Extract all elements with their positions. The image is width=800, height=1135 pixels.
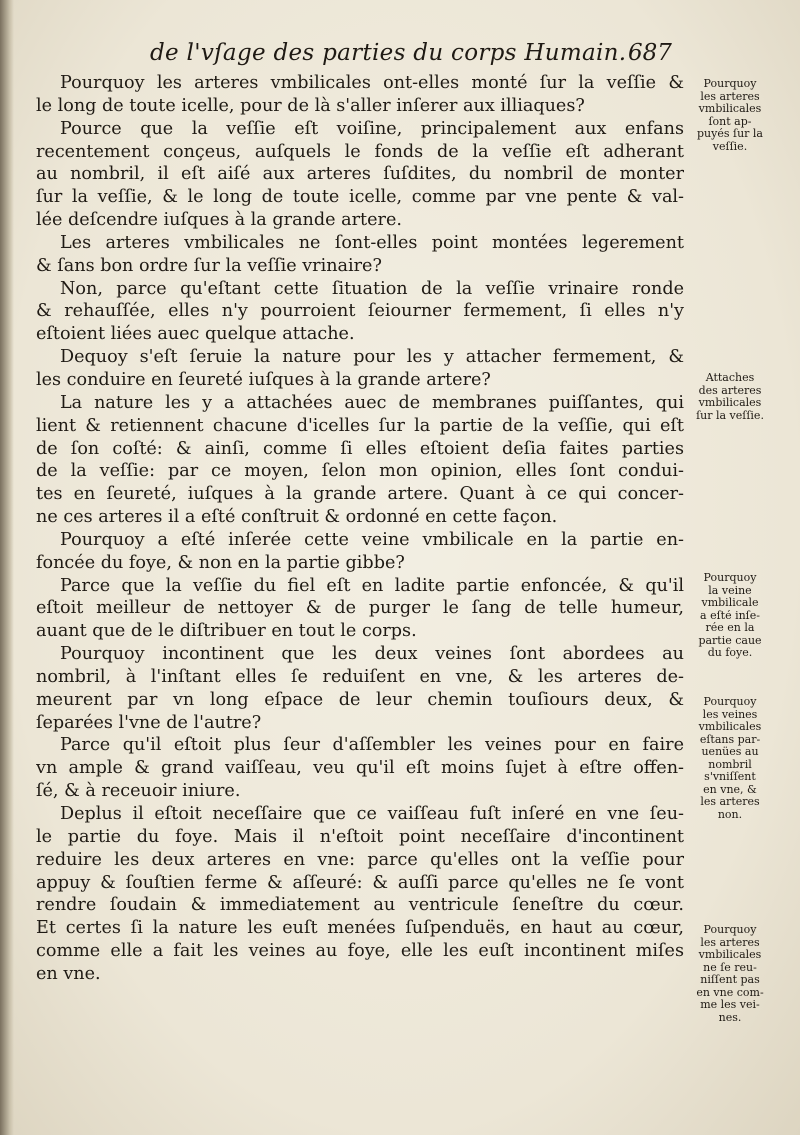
margin-note-line: vmbilicale (701, 597, 759, 609)
margin-note-line: en vne com- (696, 986, 764, 999)
margin-note-line: a eſté inſe- (700, 609, 760, 622)
margin-note-line: eſtans par- (699, 733, 761, 746)
text-line: eſtoient liées auec quelque attache. (36, 324, 355, 345)
margin-note-line: rée en la (705, 622, 755, 634)
margin-note-line: vmbilicales (698, 103, 762, 115)
margin-note-veins-unite (684, 696, 776, 821)
text-line: de ſon coſté: & ainſi, comme ſi elles eſtoient deſia faites parties (36, 438, 684, 459)
text-line: Et certes ſi la nature les euſt menées ſuſpenduës, en haut au cœur, (36, 918, 684, 939)
text-line: rendre ſoudain & immediatement au ventricule ſeneſtre du cœur. (36, 895, 684, 916)
margin-note-line: des arteres (698, 384, 762, 397)
text-line: lient & retiennent chacune d'icelles ſur la partie de la veſſie, qui eſt (36, 415, 684, 436)
text-line: foncée du foye, & non en la partie gibbe? (36, 552, 405, 573)
text-line: Pourquoy a eſté inſerée cette veine vmbilicale en la partie en- (60, 529, 684, 550)
margin-note-line: Pourquoy (703, 696, 757, 708)
text-line: recentement conçeus, auſquels le fonds de la veſſie eſt adherant (36, 141, 684, 162)
margin-note-line: les arteres (700, 90, 760, 103)
text-line: Pource que la veſſie eſt voiſine, principalement aux enfans (60, 118, 684, 139)
text-line: & ſans bon ordre ſur la veſſie vrinaire? (36, 255, 382, 276)
text-line: La nature les y a attachées auec de membranes puiſſantes, qui (60, 392, 684, 413)
margin-note-line: les arteres (700, 796, 760, 808)
margin-note-line: nes. (718, 1011, 742, 1024)
margin-note-line: ſur la veſſie. (696, 409, 764, 422)
text-line: & rehauſſée, elles n'y pourroient ſeiourner fermement, ſi elles n'y (36, 301, 684, 322)
margin-note-line: du foye. (707, 647, 753, 659)
margin-note-line: ne ſe reu- (703, 961, 757, 974)
page-header (0, 40, 800, 70)
running-title: de l'vſage des parties du corps Humain. (150, 40, 627, 66)
text-line: meurent par vn long eſpace de leur chemin touſiours deux, & (36, 689, 684, 710)
text-line: en vne. (36, 963, 101, 984)
text-line: Pourquoy les arteres vmbilicales ont-elles monté ſur la veſſie & (60, 73, 684, 93)
margin-note-line: vmbilicales (698, 721, 762, 733)
text-line: ſeparées l'vne de l'autre? (36, 712, 262, 733)
margin-note-line: partie caue (698, 634, 762, 647)
margin-note-line: me les vei- (700, 999, 760, 1011)
margin-note-line: veſſie. (712, 140, 748, 153)
margin-note-line: la veine (708, 584, 752, 597)
text-line: les conduire en ſeureté iuſques à la grande artere? (36, 369, 491, 390)
text-line: Parce qu'il eſtoit plus ſeur d'aſſembler les veines pour en faire (60, 735, 684, 756)
margin-note-line: Pourquoy (703, 78, 757, 90)
text-line: le partie du foye. Mais il n'eſtoit point neceſſaire d'incontinent (36, 826, 684, 847)
text-line: reduire les deux arteres en vne: parce qu'elles ont la veſſie pour (36, 849, 684, 870)
page-gutter-shadow (0, 0, 14, 1135)
text-line: appuy & ſouſtien ferme & aſſeuré: & auſſi parce qu'elles ne ſe vont (36, 872, 684, 893)
text-line: lée deſcendre iuſques à la grande artere. (36, 210, 402, 231)
text-line: eſtoit meilleur de nettoyer & de purger le ſang de telle humeur, (36, 598, 684, 619)
text-line: le long de toute icelle, pour de là s'aller inſerer aux illiaques? (36, 95, 585, 116)
margin-note-line: les veines (702, 708, 758, 721)
main-text-block (36, 72, 684, 986)
margin-note-line: niſſent pas (700, 974, 760, 986)
text-line: au nombril, il eſt aiſé aux arteres ſuſdites, du nombril de monter (36, 164, 684, 185)
text-line: vn ample & grand vaiſſeau, veu qu'il eſt moins ſujet à eſtre offen- (36, 758, 684, 779)
margin-note-umbilical-vein (684, 572, 776, 660)
margin-note-line: nombril (708, 758, 752, 771)
margin-note-line: s'vniſſent (704, 771, 756, 783)
text-line: auant que de le diſtribuer en tout le corps. (36, 621, 417, 642)
margin-note-line: puyés ſur la (697, 128, 763, 140)
margin-note-attachments (684, 372, 776, 422)
text-line: ſur la veſſie, & le long de toute icelle, comme par vne pente & val- (36, 187, 684, 208)
page-number: 687 (628, 40, 672, 66)
margin-note-arteries-not-united (684, 924, 776, 1024)
text-line: Dequoy s'eſt ſeruie la nature pour les y attacher fermement, & (60, 347, 684, 368)
text-line: tes en ſeureté, iuſques à la grande artere. Quant à ce qui concer- (36, 484, 684, 505)
text-line: de la veſſie: par ce moyen, ſelon mon opinion, elles ſont condui- (36, 461, 684, 482)
margin-note-arteries-on-bladder (684, 78, 776, 153)
margin-note-line: Pourquoy (703, 924, 757, 936)
margin-note-line: vmbilicales (698, 397, 762, 409)
margin-note-line: non. (717, 808, 743, 821)
text-line: ſé, & à receuoir iniure. (36, 781, 241, 802)
margin-note-line: ſont ap- (708, 115, 752, 128)
text-line: comme elle a fait les veines au foye, elle les euſt incontinent miſes (36, 941, 684, 962)
text-line: Pourquoy incontinent que les deux veines ſont abordees au (60, 644, 684, 665)
margin-note-line: les arteres (700, 936, 760, 949)
text-line: Les arteres vmbilicales ne ſont-elles point montées legerement (60, 232, 684, 253)
text-line: nombril, à l'inſtant elles ſe reduiſent en vne, & les arteres de- (36, 666, 684, 687)
margin-note-line: uenües au (701, 746, 759, 758)
text-line: ne ces arteres il a eſté conſtruit & ordonné en cette façon. (36, 507, 558, 528)
margin-note-line: Attaches (705, 372, 755, 384)
margin-note-line: en vne, & (703, 783, 757, 796)
text-line: Non, parce qu'eſtant cette ſituation de la veſſie vrinaire ronde (60, 278, 684, 299)
margin-note-line: vmbilicales (698, 949, 762, 961)
text-line: Deplus il eſtoit neceſſaire que ce vaiſſeau fuſt inſeré en vne ſeu- (60, 804, 684, 824)
margin-note-line: Pourquoy (703, 572, 757, 584)
text-line: Parce que la veſſie du fiel eſt en ladite partie enfoncée, & qu'il (60, 575, 684, 596)
